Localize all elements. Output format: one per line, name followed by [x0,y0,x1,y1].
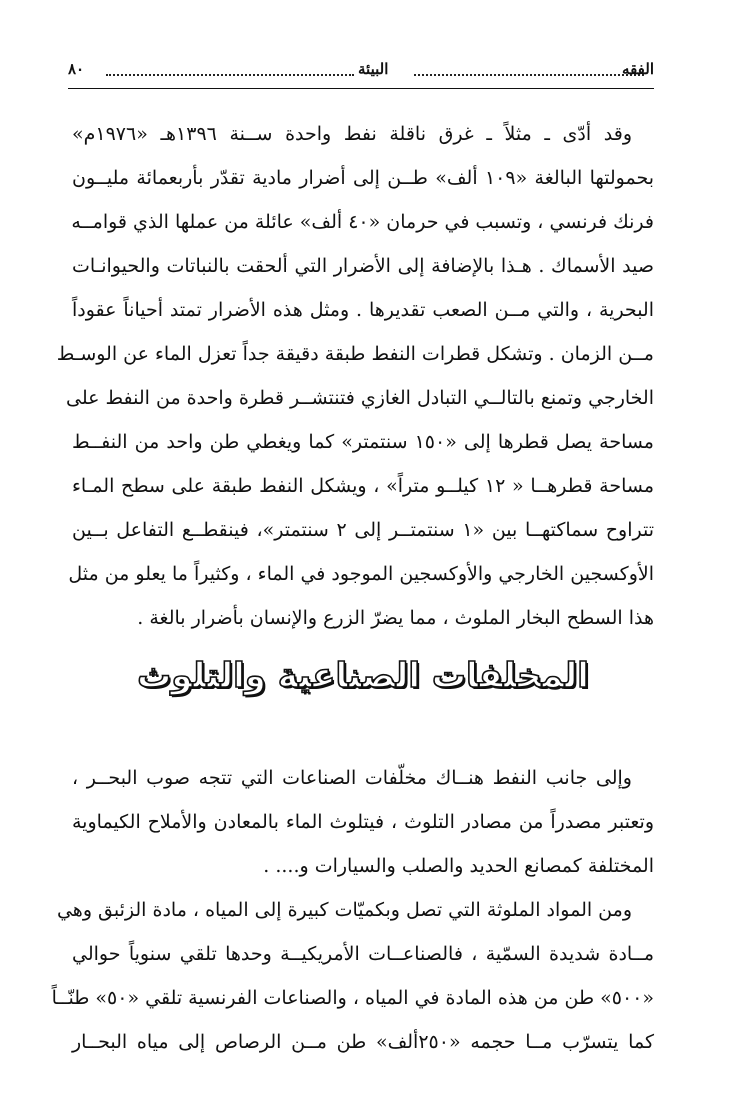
text-line: بحمولتها البالغة «١٠٩ ألف» طــن إلى أضرار مادية تقدّر بأربعمائة مليــون [72,167,655,189]
text-line: تتراوح سماكتهــا بين «١ سنتمتــر إلى ٢ سنتمتر»، فينقطــع التفاعل بــين [72,519,654,541]
text-line: هذا السطح البخار الملوث ، مما يضرّ الزرع والإنسان بأضرار بالغة . [137,607,654,629]
text-line: وقد أدّى ـ مثلاً ـ غرق ناقلة نفط واحدة ســنة ١٣٩٦هـ «١٩٧٦م» [72,123,633,145]
header-dot-leader [106,74,354,76]
text-line: كما يتسرّب مــا حجمه «٢٥٠ألف» طن مــن الرصاص إلى مياه البحــار [72,1031,654,1053]
paragraph-oil-spill [56,112,655,640]
text-line: وإلى جانب النفط هنــاك مخلّفات الصناعات التي تتجه صوب البحــر ، [72,767,632,789]
text-line: «٥٠٠» طن من هذه المادة في المياه ، والصناعات الفرنسية تلقي «٥٠» طنّــاً [51,987,654,1009]
text-line: مساحة يصل قطرها إلى «١٥٠ سنتمتر» كما ويغطي طن واحد من النفــط [72,431,654,453]
header-dot-leader [414,74,644,76]
text-line: ومن المواد الملوثة التي تصل وبكميّات كبيرة إلى المياه ، مادة الزئبق وهي [56,899,632,921]
header-rule [68,88,654,89]
text-line: الأوكسجين الخارجي والأوكسجين الموجود في الماء ، وكثيراً ما يعلو من مثل [68,563,654,585]
paragraph-industrial-waste [72,756,654,888]
header-book-title: الفقه [622,60,654,78]
text-line: المختلفة كمصانع الحديد والصلب والسيارات و.... . [263,855,654,877]
text-line: وتعتبر مصدراً من مصادر التلوث ، فيتلوث الماء بالمعادن والأملاح الكيماوية [72,811,654,833]
running-header [68,58,654,84]
text-line: صيد الأسماك . هـذا بالإضافة إلى الأضرار التي ألحقت بالنباتات والحيوانـات [72,255,654,277]
text-line: الخارجي وتمنع بالتالــي التبادل الغازي فتنتشــر قطرة واحدة من النفط على [65,387,654,409]
page-number: ٨٠ [68,60,85,78]
header-center-label: البيئة [358,60,389,78]
text-line: فرنك فرنسي ، وتسبب في حرمان «٤٠ ألف» عائلة من عملها الذي قوامــه [71,211,654,233]
section-title: المخلفات الصناعية والتلوث [137,656,589,696]
text-line: مساحة قطرهــا « ١٢ كيلــو متراً» ، ويشكل النفط طبقة على سطح المـاء [72,475,654,497]
text-line: مــادة شديدة السمّية ، فالصناعــات الأمريكيــة وحدها تلقي سنوياً حوالي [72,943,654,965]
text-line: البحرية ، والتي مــن الصعب تقديرها . ومثل هذه الأضرار تمتد أحياناً عقوداً [72,299,654,321]
text-line: مــن الزمان . وتشكل قطرات النفط طبقة دقيقة جداً تعزل الماء عن الوسـط [56,343,654,365]
paragraph-mercury [51,888,654,1064]
